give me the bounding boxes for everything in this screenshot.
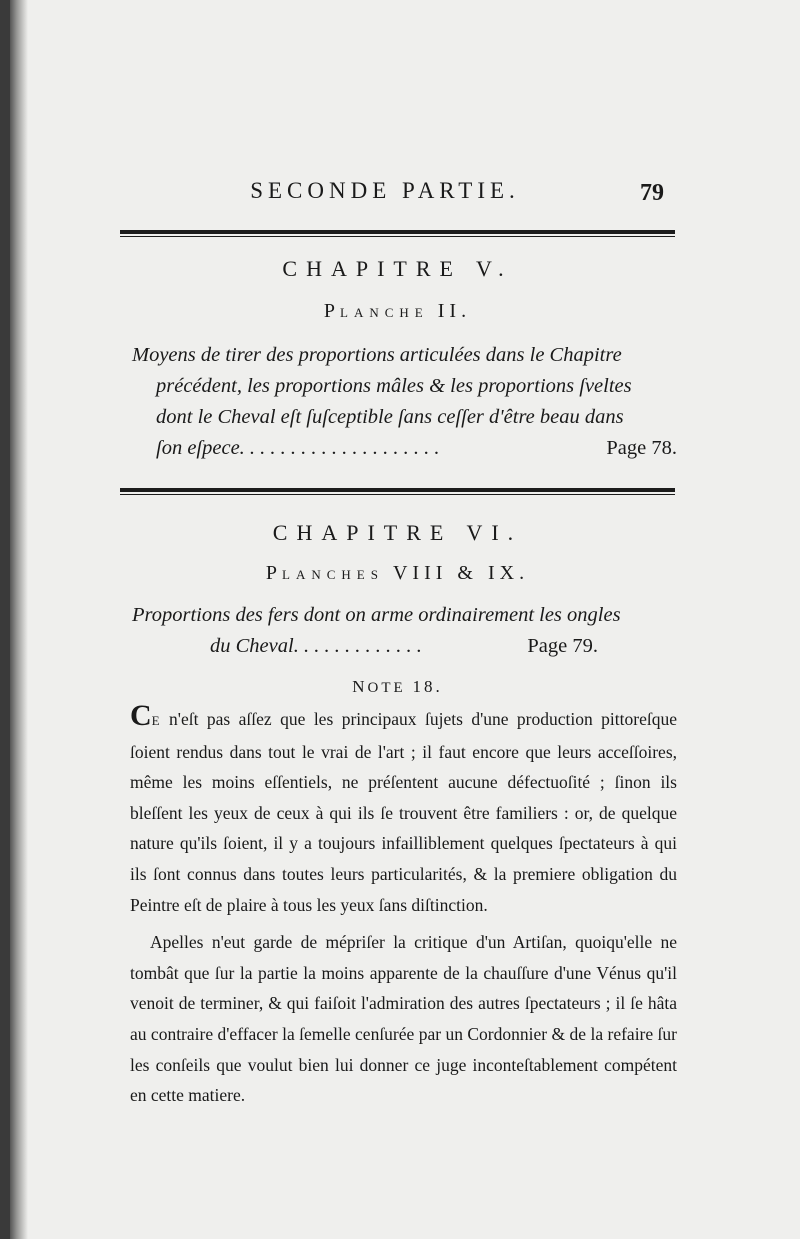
page-reference: Page 79. xyxy=(527,635,598,657)
plate-number: II. xyxy=(437,300,472,322)
note-body xyxy=(130,699,677,1111)
chapter-v-rule xyxy=(120,230,675,237)
chapter-vi-summary xyxy=(132,600,677,662)
chapter-vi-plate xyxy=(120,562,675,585)
summary-line: précédent, les proportions mâles & les proportions ſveltes xyxy=(156,375,632,397)
chapter-vi-title: CHAPITRE VI. xyxy=(272,520,523,545)
note-initial: N xyxy=(352,677,368,696)
summary-line: dont le Cheval eſt ſuſceptible ſans ceſſer d'être beau dans xyxy=(156,406,624,428)
summary-line: Proportions des fers dont on arme ordinairement les ongles xyxy=(132,604,621,626)
note-word: OTE xyxy=(367,680,406,696)
chapter-v-summary xyxy=(132,340,677,464)
page-reference: Page 78. xyxy=(606,437,677,459)
running-head: SECONDE PARTIE. xyxy=(250,178,520,203)
note-heading xyxy=(120,677,675,697)
plate-initial: P xyxy=(265,562,283,584)
note-number: 18. xyxy=(412,677,443,696)
chapter-v-title: CHAPITRE V. xyxy=(282,256,513,281)
paragraph-text: n'eſt pas aſſez que les principaux ſujets d'une production pittoreſque ſoient rendus dans tout le vrai de l'art ; il faut encore que leurs acceſſoires, même les moins eſſentiels, ne préſentent aucune défectuoſité ; ſinon ils bleſſent les yeux de ceux à qui ils ſe trouvent être familiers : or, de quelque nature qu'ils ſoient, il y a toujours infailliblement quelques ſpectateurs à qui ils ſont connus dans toutes leurs particularités, & la premiere obligation du Peintre eſt de plaire à tous les yeux ſans diſtinction. xyxy=(130,709,677,915)
summary-text: ſon eſpece. . . . . . . . . . . . . . . . . . . . xyxy=(156,437,440,459)
chapter-v-plate xyxy=(120,300,675,323)
plate-word: LANCHES xyxy=(282,567,384,582)
plate-word: LANCHE xyxy=(340,305,429,320)
book-page xyxy=(10,0,800,1239)
page-number: 79 xyxy=(640,180,664,206)
summary-last-line xyxy=(132,631,598,662)
drop-capital: C xyxy=(130,699,152,732)
paragraph: Apelles n'eut garde de mépriſer la critique d'un Artiſan, quoiqu'elle ne tombât que ſur la partie la moins apparente de la chauſſure d'une Vénus qu'il venoit de terminer, & qui faiſoit l'admiration des autres ſpectateurs ; il ſe hâta au contraire d'effacer la ſemelle cenſurée par un Cordonnier & de la refaire ſur les conſeils que voulut bien lui donner ce juge inconteſtablement compétent en cette matiere. xyxy=(130,932,677,1106)
binding-shadow xyxy=(10,0,28,1239)
paragraph xyxy=(130,699,677,920)
summary-text: du Cheval. . . . . . . . . . . . . xyxy=(210,635,422,657)
chapter-vi-rule xyxy=(120,488,675,495)
summary-last-line xyxy=(132,433,677,464)
plate-number: VIII & IX. xyxy=(392,562,530,584)
small-capital: E xyxy=(151,713,161,728)
summary-line: Moyens de tirer des proportions articulées dans le Chapitre xyxy=(132,344,622,366)
plate-initial: P xyxy=(323,300,341,322)
